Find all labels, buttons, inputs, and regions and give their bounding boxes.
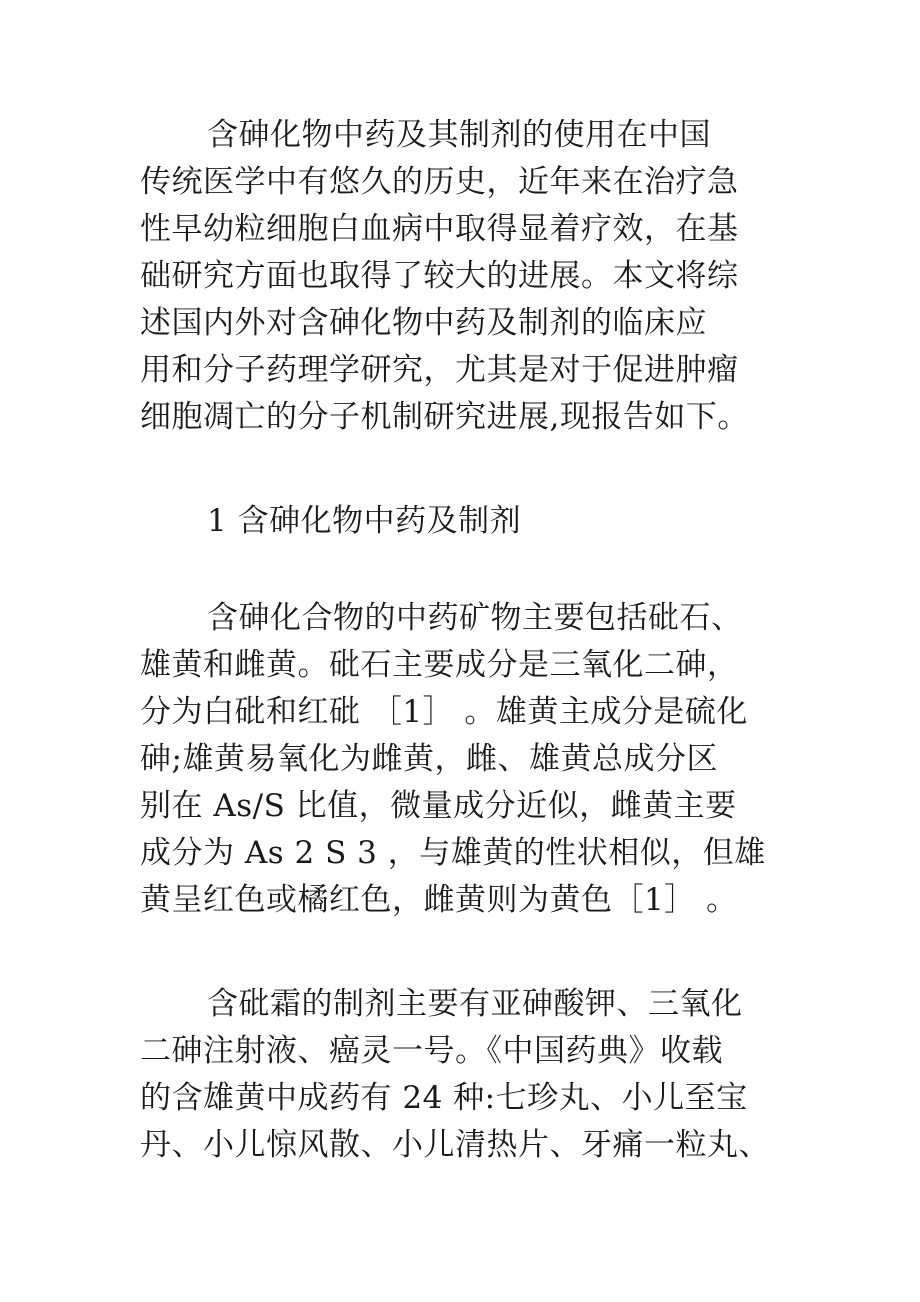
intro-line-7: 细胞凋亡的分子机制研究进展,现报告如下。 [140,399,749,435]
preparations-line-4: 丹、小儿惊风散、小儿清热片、牙痛一粒丸、 [140,1127,770,1163]
intro-line-5: 述国内外对含砷化物中药及制剂的临床应 [140,305,707,341]
minerals-line-2: 雄黄和雌黄。砒石主要成分是三氧化二砷， [140,647,739,683]
preparations-line-1: 含砒霜的制剂主要有亚砷酸钾、三氧化 [207,986,743,1022]
minerals-line-7: 黄呈红色或橘红色，雌黄则为黄色［1］ 。 [140,882,738,918]
minerals-line-5: 别在 As/S 比值，微量成分近似，雌黄主要 [140,788,737,824]
intro-line-3: 性早幼粒细胞白血病中取得显着疗效，在基 [140,211,739,247]
section-heading: 1 含砷化物中药及制剂 [207,503,522,539]
preparations-line-3: 的含雄黄中成药有 24 种:七珍丸、小儿至宝 [140,1080,748,1116]
intro-line-1: 含砷化物中药及其制剂的使用在中国 [207,117,711,153]
intro-line-2: 传统医学中有悠久的历史，近年来在治疗急 [140,164,739,200]
preparations-line-2: 二砷注射液、癌灵一号。《中国药典》收载 [140,1033,723,1069]
minerals-line-4: 砷;雄黄易氧化为雌黄，雌、雄黄总成分区 [140,741,718,777]
minerals-line-6: 成分为 As 2 S 3 ，与雄黄的性状相似，但雄 [140,835,766,871]
intro-line-4: 础研究方面也取得了较大的进展。本文将综 [140,258,739,294]
minerals-line-1: 含砷化合物的中药矿物主要包括砒石、 [207,600,743,636]
minerals-line-3: 分为白砒和红砒 ［1］ 。雄黄主成分是硫化 [140,694,748,730]
intro-line-6: 用和分子药理学研究，尤其是对于促进肿瘤 [140,352,739,388]
